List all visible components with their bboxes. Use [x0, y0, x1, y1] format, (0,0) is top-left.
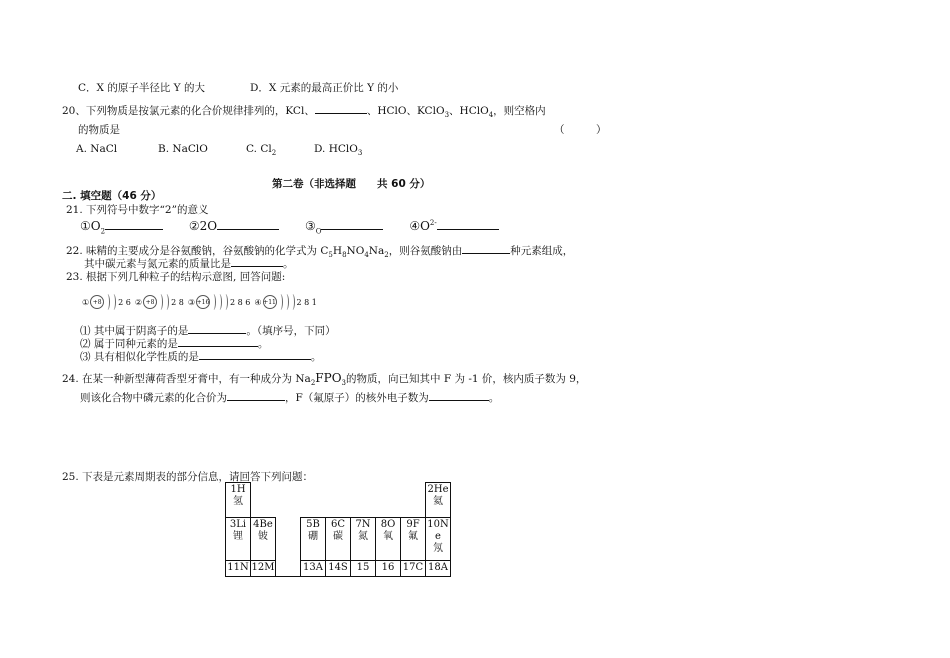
q20-option-d: D. HClO$_3$ [314, 143, 363, 158]
element-cell-li: 3Li 锂 [226, 518, 251, 561]
q22-line1: 22. 味精的主要成分是谷氨酸钠，谷氨酸钠的化学式为 $C_5H_8NO_4Na_2$，则谷氨酸钠由 种元素组成， [66, 245, 574, 260]
particle-1-diagram: ① +8 2 6 [82, 294, 131, 310]
q20-option-c: C. $Cl_2$ [246, 143, 277, 158]
q20-option-b: B. NaClO [158, 143, 208, 155]
q24-line1: 24. 在某一种新型薄荷香型牙膏中，有一种成分为 $Na_2FPO_3$的物质，向已知其中 F 为 -1 价，核内质子数为 9， [62, 371, 587, 388]
element-cell-c: 6C 碳 [326, 518, 351, 561]
q23-sub3: ⑶ 具有相似化学性质的是 。 [80, 351, 322, 363]
q23-blank-2[interactable] [178, 336, 258, 347]
element-cell-17: 17C [401, 561, 426, 577]
q22-blank-elements[interactable] [462, 243, 510, 254]
q21-item-3: $③_O$ [304, 219, 322, 236]
q20-option-a: A. NaCl [76, 143, 118, 155]
q24-blank-valence[interactable] [227, 390, 285, 401]
q21-blank-2[interactable] [217, 219, 279, 230]
section-2-title: 第二卷（非选择题 共 60 分） [272, 178, 431, 190]
q20-answer-paren[interactable]: （ ） [554, 124, 607, 136]
element-cell-15: 15 [351, 561, 376, 577]
element-cell-b: 5B 硼 [301, 518, 326, 561]
q19-option-d: D．X 元素的最高正价比 Y 的小 [250, 82, 399, 94]
q23-blank-1[interactable] [188, 323, 246, 334]
particle-3-diagram: ③ +16 2 8 6 [188, 294, 251, 310]
element-cell-he: 2He 氦 [426, 483, 451, 518]
q22-blank-ratio[interactable] [231, 256, 283, 267]
fill-in-section-heading: 二. 填空题（46 分） [62, 190, 162, 202]
q20-blank[interactable] [315, 103, 367, 114]
q19-option-c: C．X 的原子半径比 Y 的大 [78, 82, 205, 94]
q21-stem: 21. 下列符号中数字“2”的意义 [66, 204, 209, 216]
particle-2-diagram: ② +8 2 8 [135, 294, 184, 310]
element-cell-16: 16 [376, 561, 401, 577]
element-cell-n: 7N 氮 [351, 518, 376, 561]
q23-sub2: ⑵ 属于同种元素的是 。 [80, 338, 269, 350]
q21-blank-1[interactable] [105, 219, 163, 230]
q24-line2: 则该化合物中磷元素的化合价为 ，F（氟原子）的核外电子数为 。 [80, 392, 500, 404]
element-cell-14: 14S [326, 561, 351, 577]
q25-stem: 25. 下表是元素周期表的部分信息，请回答下列问题： [62, 471, 314, 483]
element-cell-12: 12M [251, 561, 276, 577]
element-cell-gap [276, 518, 301, 561]
q23-sub1: ⑴ 其中属于阴离子的是 。（填序号，下同） [80, 325, 336, 337]
q20-stem: 20、下列物质是按氯元素的化合价规律排列的，KCl、 、HClO、KClO$_3$、HClO$_4$，则空格内 [62, 105, 546, 120]
element-cell-h: 1H 氢 [226, 483, 251, 518]
element-cell-13: 13A [301, 561, 326, 577]
q20-line2: 的物质是 [78, 124, 120, 136]
table-row [226, 561, 451, 577]
q24-blank-electrons[interactable] [429, 390, 489, 401]
q23-particle-diagrams [82, 294, 321, 310]
element-cell-11: 11N [226, 561, 251, 577]
element-cell-be: 4Be 铍 [251, 518, 276, 561]
q21-blank-3[interactable] [321, 219, 383, 230]
q21-blank-4[interactable] [437, 219, 499, 230]
element-cell-gap [276, 561, 301, 577]
periodic-table-excerpt [225, 482, 451, 577]
element-cell-o: 8O 氧 [376, 518, 401, 561]
particle-4-diagram: ④ +11 2 8 1 [254, 294, 317, 310]
element-cell-18: 18A [426, 561, 451, 577]
table-row [226, 518, 451, 561]
q21-items [80, 219, 499, 235]
q22-line2: 其中碳元素与氮元素的质量比是 。 [84, 258, 294, 270]
element-cell-ne: 10N e 氖 [426, 518, 451, 561]
q21-item-1: $①O_2$ [80, 219, 106, 236]
q23-stem: 23. 根据下列几种粒子的结构示意图, 回答问题: [66, 271, 286, 283]
q23-blank-3[interactable] [199, 349, 311, 360]
element-cell-f: 9F 氟 [401, 518, 426, 561]
table-row [226, 483, 451, 518]
q21-item-2: ②2O [188, 219, 218, 233]
q21-item-4: $④O^{2-}$ [409, 219, 437, 233]
